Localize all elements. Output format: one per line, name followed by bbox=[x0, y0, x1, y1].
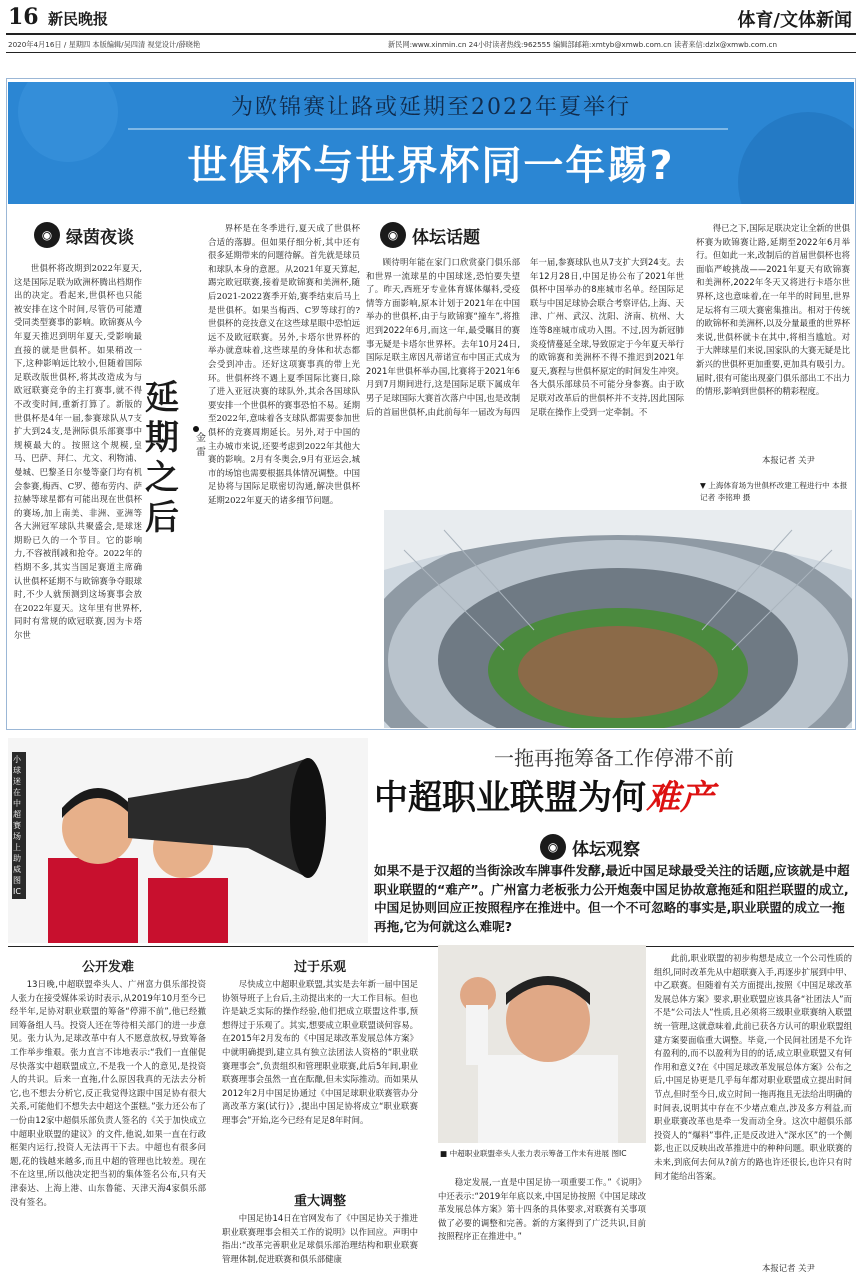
section-divider bbox=[8, 946, 854, 947]
s3-heading: 重大调整 bbox=[293, 1194, 346, 1209]
column-head-1 bbox=[34, 222, 134, 248]
s1-body: 13日晚,中超联盟牵头人、广州富力俱乐部投资人张力在接受媒体采访时表示,从2019年10月至今已经半年,足协对职业联盟的筹备“停滞不前”,他已经撤回筹备组人马。投资人还在等待相关部门的进一步意见。张力认为,足球改革中有人不愿意放权,导致筹备工作举步维艰。张力直言不讳地表示:“我们一直催促尽快落实中超联盟成立,不是我一个人的意见,是投资人的共识。后来一直拖,什么原因我真的无法去分析它,也不想去分析它,反正我觉得这跟中国足协有很大关系,可能他们不想失去中超这个蛋糕。”张力还公布了一份由12家中超俱乐部负责人签名的《关于加快成立中超职业联盟的建议》的文件,他说,如果一直在行政框架内运行,投资人无法再干下去。中超也有很多问题,花的钱越来越多,而且中超的管理也比较差。现在不在这里,所以他决定把当初的集体签名公布,只有天津泰达、上海上港、山东鲁能、天津天海4家俱乐部没有签名。 bbox=[10, 979, 206, 1207]
col3-body: 顾待明年能在家门口欣赏豪门俱乐部和世界一流球星的中国球迷,恐怕要失望了。昨天,西班牙专业体育媒体爆料,受疫情等方面影响,原本计划于2021年在中国举办的世俱杯,由于与欧锦赛“撞车”,将推迟到2022年6月,而这一年,最受瞩目的赛事无疑是卡塔尔世界杯。去年10月24日,国际足联主席因凡蒂诺宣布中国正式成为2021年世俱杯举办国,比赛将于2021年6月到7月期间进行,这是国际足联下属成年男子足球国际大赛首次落户中国,也是改制后的首届世俱杯,由此前每年一届改为每四年一届,参赛球队也从7支扩大到24支。去年12月28日,中国足协公布了2021年世俱杯中国举办的8座城市名单。经国际足联与中国足球协会联合考察评估,上海、天津、广州、武汉、沈阳、济南、杭州、大连等8座城市成功入围。不过,因为新冠肺炎疫情蔓延全球,导致原定于今年夏天举行的欧锦赛和美洲杯不得不推迟到2021年夏天,赛程与世俱杯原定的时间发生冲突。各大俱乐部球员不可能分身参赛。由于欧足联对改革后的世俱杯并不支持,因此国际足联在操作上受到一定牵制。不 bbox=[366, 257, 684, 417]
fans-image bbox=[8, 738, 368, 943]
s1-heading: 公开发难 bbox=[81, 960, 134, 975]
stadium-image bbox=[384, 510, 852, 728]
feature2-title bbox=[374, 770, 714, 819]
stadium-photo-caption: ▼ 上海体育场为世俱杯改建工程进行中 本报记者 李铭珅 摄 bbox=[700, 481, 848, 502]
column-logo-icon: ◉ bbox=[380, 222, 406, 248]
column-head-1-title: 绿茵夜谈 bbox=[66, 227, 134, 248]
masthead-rule bbox=[6, 33, 856, 35]
feature1-title: 世俱杯与世界杯同一年踢? bbox=[187, 143, 675, 189]
stadium-photo bbox=[384, 510, 852, 728]
col4-byline: 本报记者 关尹 bbox=[762, 455, 815, 465]
portrait-caption: ■ 中超职业联盟牵头人张力表示筹备工作未有进展 图IC bbox=[440, 1149, 627, 1158]
feature1-subtitle: 为欧锦赛让路或延期至2022年夏举行 bbox=[231, 95, 631, 120]
contact-line: 新民网:www.xinmin.cn 24小时读者热线:962555 编辑部邮箱:xmtyb@xmwb.com.cn 读者来信:dzlx@xmwb.com.cn bbox=[388, 40, 778, 49]
newspaper-name: 新民晚报 bbox=[48, 10, 109, 28]
feature2-title-highlight: 难产 bbox=[646, 778, 714, 818]
page-number: 16 bbox=[8, 4, 39, 30]
column-head-3-title: 体坛观察 bbox=[572, 839, 640, 860]
byline-dot bbox=[193, 426, 199, 432]
column-head-2-title: 体坛话题 bbox=[412, 227, 480, 248]
s2-body: 尽快成立中超职业联盟,其实是去年新一届中国足协领导班子上台后,主动提出来的一大工作目标。但也许是缺乏实际的操作经验,他们把成立联盟这件事,预想得过于乐观了。其实,想要成立职业联盟谈何容易。在2015年2月发布的《中国足球改革发展总体方案》中就明确提到,建立具有独立法团法人资格的“职业联赛理事会”,负责组织和管理职业联赛,此后5年间,职业联赛理事会虽然一直在酝酿,但未实际推动。而如果从2012年2月中国足协通过《中国足球职业联赛管办分离改革方案(试行)》,提出中国足协将成立“职业联赛理事会”开始,迄今已经有足足8年时间。 bbox=[222, 979, 418, 1125]
s4-body: 稳定发展,一直是中国足协一项重要工作。”《说明》中还表示:“2019年年底以来,中国足协按照《中国足球改革发展总体方案》第十四条的具体要求,对联赛有关事项做了必要的调整和完善。新的方案得到了广泛共识,目前按照程序正在推进中。” bbox=[438, 1177, 646, 1242]
column-logo-icon: ◉ bbox=[540, 834, 566, 860]
s5-byline: 本报记者 关尹 bbox=[762, 1263, 815, 1273]
col2-body: 界杯是在冬季进行,夏天成了世俱杯合适的落脚。但如果仔细分析,其中还有很多延期带来的问题待解。首先就是球员和球队本身的意愿。从2021年夏天算起,踢完欧冠联赛,接着是欧锦赛和美洲杯,随后2021-2022赛季开始,赛季结束后马上是世俱杯。如果当梅西、C罗等球打的?世俱杯的竞技意义在这些球星眼中恐怕远远不及欧冠联赛。另外,卡塔尔世界杯的举办就意味着,这些球星的身体和状态都会受到冲击。还好这项赛事真的带上光环。世俱杯终不遇上夏季国际比赛日,除了进入亚冠决赛的球队外,其余各国球队要安排一个世俱杯的赛事恐怕不易。延期至2022年,意味着各支球队都需要参加世俱杯的竞赛周期延长。另外,对于中国的主办城市来说,还要考虑到2022年其他大赛的影响。2月有冬奥会,9月有亚运会,城市的场馆也需要根据具体情况调整。中国足协将与国际足联密切沟通,解决世俱杯延期2022年夏天的诸多细节问题。 bbox=[208, 223, 360, 505]
column-head-3 bbox=[540, 834, 640, 860]
section-title: 体育/文体新闻 bbox=[737, 10, 852, 31]
feature1-banner bbox=[8, 82, 854, 204]
s3-body: 中国足协14日在官网发布了《中国足协关于推进职业联赛理事会相关工作的说明》以作回应。声明中指出:“改革完善职业足球俱乐部治理结构和职业联赛管理体制,促进联赛和俱乐部健康 bbox=[222, 1213, 418, 1264]
feature2-subtitle: 一拖再拖筹备工作停滞不前 bbox=[494, 746, 734, 770]
column-head-2 bbox=[380, 222, 480, 248]
meta-rule bbox=[6, 52, 856, 53]
col1-pull-title: 延期之后 bbox=[145, 378, 179, 538]
col1-body: 世俱杯将改期到2022年夏天,这是国际足联为欧洲杯腾出档期作出的决定。看起来,世俱杯也只能被安排在这个时间,尽管仍可能遭受同类型赛事的影响。欧锦赛从今年夏天推迟到明年夏天,受影响最直接的就是世俱杯。如果稍改一下,这种影响远比较小,但随着国际足联改版世俱杯,将其改造成为与欧冠联赛竞争的主打赛事,就不得不改变时间,重新打算了。新版的世俱杯是4年一届,参赛球队从7支扩大到24支,是洲际俱乐部赛事中规模最大的。按照这个规模,皇马、巴萨、拜仁、尤文、利物浦、曼城、巴黎圣日尔曼等豪门均有机会参赛,梅西、C罗、德布劳内、萨拉赫等球星都有可能出现在世俱杯的赛场,加上南美、非洲、亚洲等各大洲冠军球队共聚盛会,是球迷期盼已久的一个节目。它的影响力,不容被削减和抢夺。2022年的档期不多,其实当国足赛道主席确认世俱杯延期不与欧锦赛争夺眼球时,不少人就预测到这场赛事会放在2022年夏天。这年里有世界杯,同时有常规的欧冠联赛,因为卡塔尔世 bbox=[14, 263, 142, 641]
portrait-image bbox=[438, 945, 646, 1143]
feature2-intro: 如果不是于汉超的当街涂改车牌事件发酵,最近中国足球最受关注的话题,应该就是中超职业联盟的“难产”。广州富力老板张力公开炮轰中国足协故意拖延和阻拦联盟的成立,中国足协则回应正按照程序在推进中。但一个不可忽略的事实是,职业联盟的成立一拖再拖,它为何就这么难呢? bbox=[374, 863, 850, 934]
portrait-photo bbox=[438, 945, 646, 1143]
date-line: 2020年4月16日 / 星期四 本版编辑/吴四清 视觉设计/薛晓艳 bbox=[8, 40, 201, 49]
col1-byline: 金雷 bbox=[196, 433, 206, 458]
fans-photo bbox=[8, 738, 368, 943]
column-logo-icon: ◉ bbox=[34, 222, 60, 248]
s5-body: 此前,职业联盟的初步构想是成立一个公司性质的组织,同时改革先从中超联赛入手,再逐步扩展到中甲、中乙联赛。但随着有关方面提出,按照《中国足球改革发展总体方案》要求,职业联盟应该具备“社团法人”而不是“公司法人”性质,且必须将三级职业联赛纳入联盟统一管理,这就意味着,此前已获各方认可的职业联盟组建方案要面临重大调整。毕竟,一个民间社团是不允许有盈利的,而不以盈利为目的的话,成立职业联盟又有何作用和意义?在《中国足球改革发展总体方案》公布之后,中国足协更是几乎每年都对职业联盟成立提出时间节点,但时至今日,成立时间一拖再拖且无法给出明确的时间表,说明其中存在不少堵点难点,涉及多方利益,而职业联赛改革也是牵一发而动全身。这次中超俱乐部投资人的“爆料”事件,正是反改进入“深水区”的一个侧影,也正以反映出改革推进中的种种问题。职业联赛的未来,到底何去何从?前方的路也许还很长,也许只有时间才能给出答案。 bbox=[654, 953, 852, 1181]
feature2-title-main: 中超职业联盟为何 bbox=[374, 778, 646, 818]
col4-body: 得已之下,国际足联决定让全新的世俱杯赛为欧锦赛让路,延期至2022年6月举行。但如此一来,改制后的首届世俱杯也将面临严峻挑战——2021年夏天有欧锦赛和美洲杯,2022年冬天又将进行卡塔尔世界杯,这也意味着,在一年半的时间里,世界足坛将有三项大赛密集推出。相对于传统的欧锦杯和美洲杯,以及分量最重的世界杯来说,世俱杯就卡在其中,将相当尴尬。对于大牌球星们来说,国家队的大赛无疑是比新兴的世俱杯更加重要,更加具有吸引力。届时,很有可能出现豪门俱乐部出工不出力的情形,影响到世俱杯的精彩程度。 bbox=[696, 223, 850, 397]
s2-heading: 过于乐观 bbox=[293, 960, 346, 975]
fans-photo-caption: 小球迷在中超赛场上助威 图IC bbox=[12, 752, 26, 899]
